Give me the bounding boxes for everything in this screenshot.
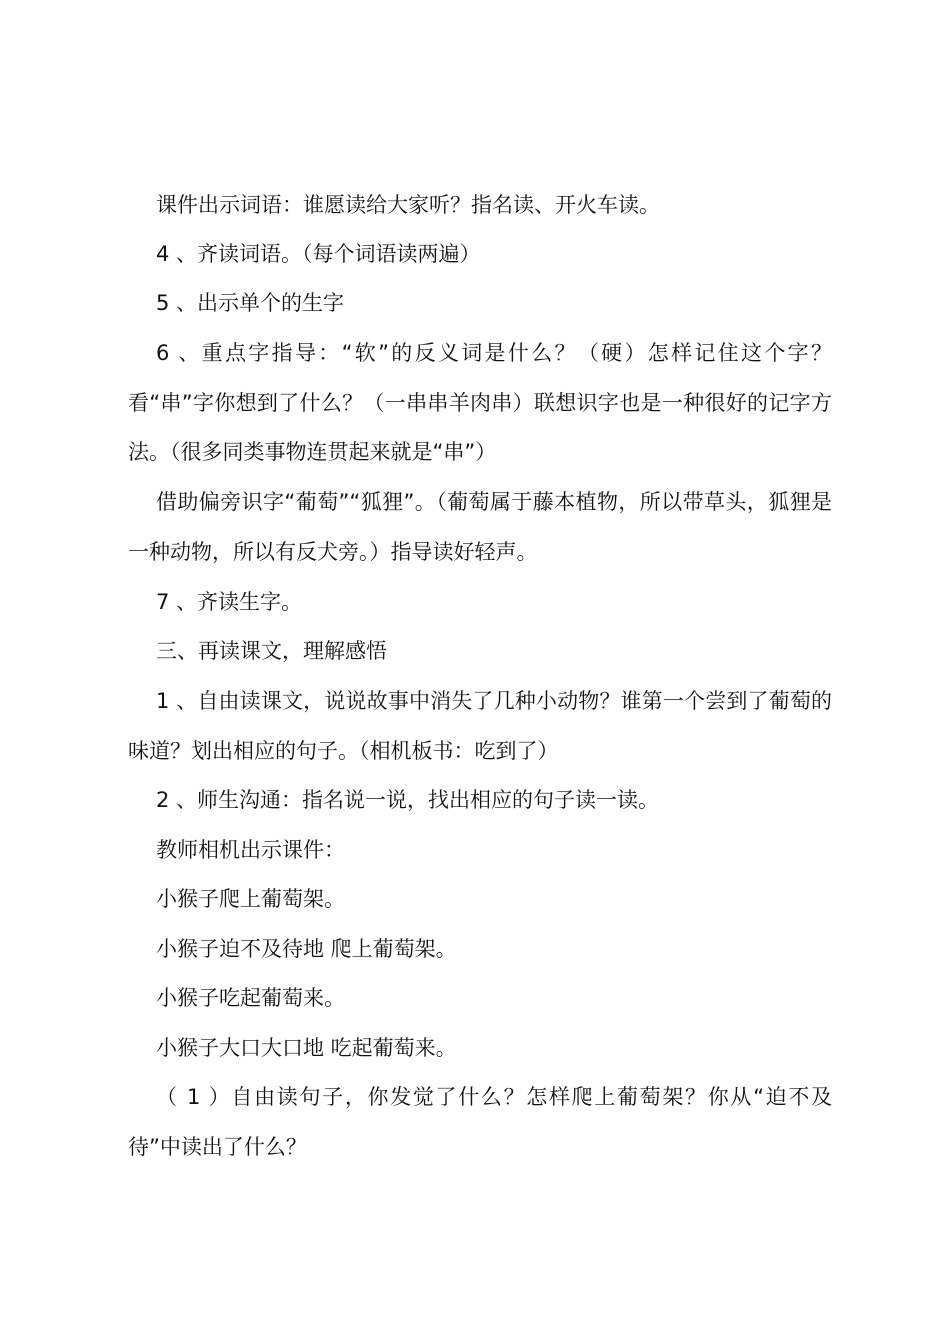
paragraph-step-5: 5 、出示单个的生字 bbox=[156, 291, 345, 315]
paragraph-item-1: 1 、自由读课文，说说故事中消失了几种小动物？谁第一个尝到了葡萄的味道？划出相应的句子。（相机板书：吃到了） bbox=[128, 689, 832, 763]
example-sentence-3: 小猴子吃起葡萄来。 bbox=[156, 986, 345, 1010]
paragraph-step-6: 6 、重点字指导：“软”的反义词是什么？（硬）怎样记住这个字？看“串”字你想到了什么？（一串串羊肉串）联想识字也是一种很好的记字方法。（很多同类事物连贯起来就是“串”） bbox=[128, 341, 832, 464]
example-sentence-1: 小猴子爬上葡萄架。 bbox=[156, 887, 345, 911]
paragraph-sub-item-1: （ 1 ）自由读句子，你发觉了什么？怎样爬上葡萄架？你从“迫不及待”中读出了什么？ bbox=[128, 1085, 832, 1159]
paragraph-step-4: 4 、齐读词语。（每个词语读两遍） bbox=[156, 242, 481, 266]
section-heading-reread: 三、再读课文，理解感悟 bbox=[156, 639, 387, 663]
example-sentence-2: 小猴子迫不及待地 爬上葡萄架。 bbox=[156, 937, 457, 961]
paragraph-teacher-courseware: 教师相机出示课件： bbox=[156, 838, 345, 862]
paragraph-step-7: 7 、齐读生字。 bbox=[156, 590, 303, 614]
paragraph-radical-literacy: 借助偏旁识字“葡萄”“狐狸”。（葡萄属于藤本植物，所以带草头，狐狸是一种动物，所以有反犬旁。）指导读好轻声。 bbox=[128, 490, 832, 564]
example-sentence-4: 小猴子大口大口地 吃起葡萄来。 bbox=[156, 1036, 457, 1060]
paragraph-courseware-words: 课件出示词语：谁愿读给大家听？指名读、开火车读。 bbox=[156, 193, 660, 217]
paragraph-item-2: 2 、师生沟通：指名说一说，找出相应的句子读一读。 bbox=[156, 788, 660, 812]
